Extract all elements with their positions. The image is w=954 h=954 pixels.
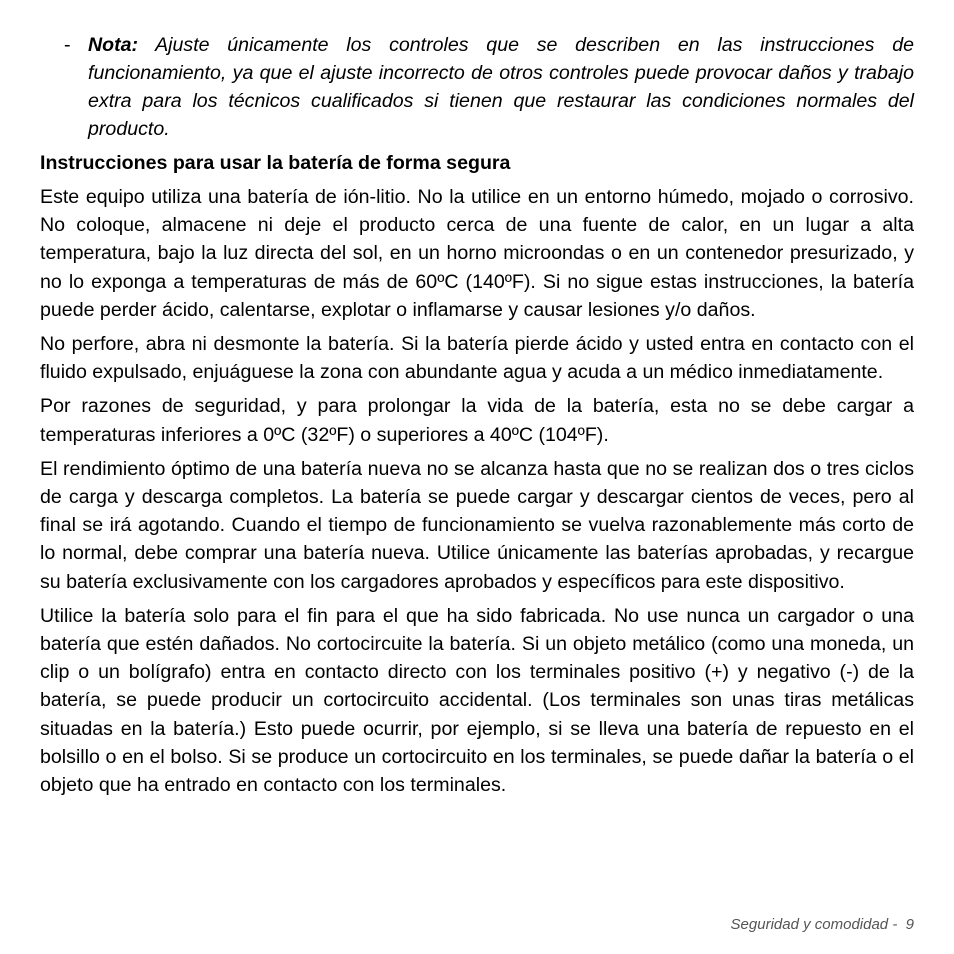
note-label: Nota: xyxy=(88,34,139,56)
paragraph-battery-performance: El rendimiento óptimo de una batería nueva no se alcanza hasta que no se realizan dos o tres ciclos de carga y descarga completos. La batería se puede cargar y descargar cientos de veces, pero al final se irá agotando. Cuando el tiempo de funcionamiento se vuelva razonablemente más corto de lo normal, debe comprar una batería nueva. Utilice únicamente las baterías aprobadas, y recargue su batería exclusivamente con los cargadores aprobados y específicos para este dispositivo. xyxy=(40,457,914,593)
note-text: Ajuste únicamente los controles que se describen en las instrucciones de funcionamiento, ya que el ajuste incorrecto de otros controles puede provocar daños y trabajo extra para los técnicos cualificados si tienen que restaurar las condiciones normales del producto. xyxy=(88,34,914,140)
note-item xyxy=(40,31,914,143)
paragraph-battery-usage: Este equipo utiliza una batería de ión-litio. No la utilice en un entorno húmedo, mojado o corrosivo. No coloque, almacene ni deje el producto cerca de una fuente de calor, en un lugar a alta temperatura, bajo la luz directa del sol, en un horno microondas o en un contenedor presurizado, y no lo exponga a temperaturas de más de 60ºC (140ºF). Si no sigue estas instrucciones, la batería puede perder ácido, calentarse, explotar o inflamarse y causar lesiones y/o daños. xyxy=(40,186,914,321)
document-page xyxy=(40,31,914,805)
page-number: 9 xyxy=(905,916,914,933)
section-heading: Instrucciones para usar la batería de forma segura xyxy=(40,152,511,174)
footer-section-title: Seguridad y comodidad xyxy=(730,916,889,933)
footer-separator: - xyxy=(888,916,906,933)
paragraph-charging-temperature: Por razones de seguridad, y para prolongar la vida de la batería, esta no se debe cargar a temperaturas inferiores a 0ºC (32ºF) o superiores a 40ºC (104ºF). xyxy=(40,395,914,446)
paragraph-do-not-pierce: No perfore, abra ni desmonte la batería. Si la batería pierde ácido y usted entra en contacto con el fluido expulsado, enjuáguese la zona con abundante agua y acuda a un médico inmediatamente. xyxy=(40,333,914,384)
paragraph-short-circuit: Utilice la batería solo para el fin para el que ha sido fabricada. No use nunca un cargador o una batería que estén dañados. No cortocircuite la batería. Si un objeto metálico (como una moneda, un clip o un bolígrafo) entra en contacto directo con los terminales positivo (+) y negativo (-) de la batería, se puede producir un cortocircuito accidental. (Los terminales son unas tiras metálicas situadas en la batería.) Esto puede ocurrir, por ejemplo, si se lleva una batería de repuesto en el bolsillo o en el bolso. Si se produce un cortocircuito en los terminales, se puede dañar la batería o el objeto que ha entrado en contacto con los terminales. xyxy=(40,604,914,797)
page-footer xyxy=(731,916,914,933)
note-bullet: - xyxy=(64,34,71,56)
